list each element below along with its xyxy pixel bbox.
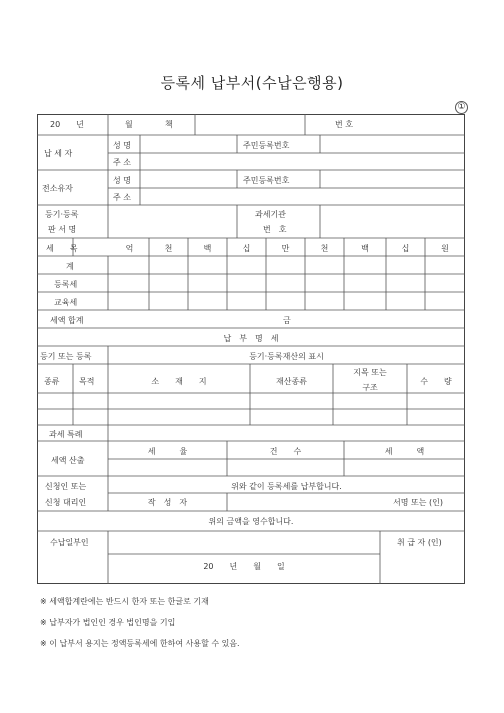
location-col-label: 소 재 지 [151, 377, 207, 386]
applicant-label-1: 신청인 또는 [45, 482, 87, 491]
digit-col-2: 천 [164, 244, 173, 253]
special-label: 과세 특례 [49, 430, 83, 439]
bank-stamp-label: 수납일부인 [50, 538, 89, 547]
education-tax-label: 교육세 [54, 298, 78, 307]
payer-id-label: 주민등록번호 [243, 141, 290, 150]
tax-item-label: 세 목 [46, 244, 78, 253]
quantity-col-label: 수 량 [420, 377, 452, 386]
digit-col-7: 백 [361, 244, 369, 253]
digit-col-9: 원 [441, 244, 449, 253]
property-kind-col-label: 재산종류 [276, 377, 307, 386]
number-label: 번 호 [335, 120, 353, 129]
note-2: ※ 납부자가 법인인 경우 법인명을 기입 [40, 618, 176, 627]
sum-row-label: 계 [66, 262, 74, 271]
count-col-label: 건 수 [269, 447, 302, 456]
note-1: ※ 세액합계란에는 반드시 한자 또는 한글로 기재 [40, 597, 209, 606]
reg-kind-label: 등기 또는 등록 [40, 352, 92, 361]
tax-office-label-1: 과세기관 [255, 210, 286, 219]
payment-declaration: 위와 같이 등록세를 납부합니다. [231, 482, 342, 491]
purpose-col-label: 목적 [79, 377, 95, 386]
digit-col-4: 십 [242, 244, 251, 253]
prior-owner-name-label: 성 명 [113, 176, 131, 185]
total-label: 세액 합계 [50, 316, 84, 325]
prior-owner-address-label: 주 소 [113, 193, 131, 202]
digit-col-5: 만 [281, 244, 290, 253]
digit-col-1: 억 [125, 244, 134, 253]
receipt-text: 위의 금액을 영수합니다. [208, 517, 294, 526]
form-title: 등록세 납부서(수납은행용) [160, 74, 344, 92]
handler-label: 취 급 자 (인) [397, 538, 442, 547]
type-col-label: 종류 [44, 377, 60, 386]
calc-label: 세액 산출 [51, 456, 85, 465]
area-col-label-1: 지목 또는 [353, 368, 387, 377]
prior-owner-id-label: 주민등록번호 [243, 176, 290, 185]
receipt-date: 20 년 월 일 [203, 562, 285, 571]
total-unit: 금 [283, 316, 291, 325]
prior-owner-label: 전소유자 [42, 184, 73, 193]
property-display-label: 등기·등록재산의 표시 [249, 352, 324, 361]
statement-heading: 납 부 명 세 [223, 334, 279, 343]
area-col-label-2: 구조 [362, 383, 378, 392]
digit-col-3: 백 [203, 244, 212, 253]
payer-address-label: 주 소 [113, 158, 131, 167]
payer-name-label: 성 명 [113, 141, 131, 150]
author-label: 작 성 자 [147, 498, 188, 507]
applicant-label-2: 신청 대리인 [45, 498, 87, 507]
form-number: ① [455, 101, 468, 114]
registration-label-1: 등기·등록 [45, 210, 79, 219]
month-label: 월 [125, 120, 133, 129]
year-label: 20 년 [50, 120, 84, 129]
sign-label: 서명 또는 (인) [393, 498, 443, 507]
registration-tax-label: 등록세 [54, 280, 78, 289]
digit-col-8: 십 [401, 244, 410, 253]
tax-office-label-2: 번 호 [263, 225, 287, 234]
amount-col-label: 세 액 [384, 447, 425, 456]
rate-col-label: 세 율 [147, 447, 188, 456]
volume-label: 책 [165, 120, 173, 129]
payer-label: 납 세 자 [44, 149, 73, 158]
note-3: ※ 이 납부서 용지는 정액등록세에 한하여 사용할 수 있음. [40, 639, 240, 648]
registration-label-2: 판 서 명 [48, 225, 77, 234]
digit-col-6: 천 [320, 244, 329, 253]
